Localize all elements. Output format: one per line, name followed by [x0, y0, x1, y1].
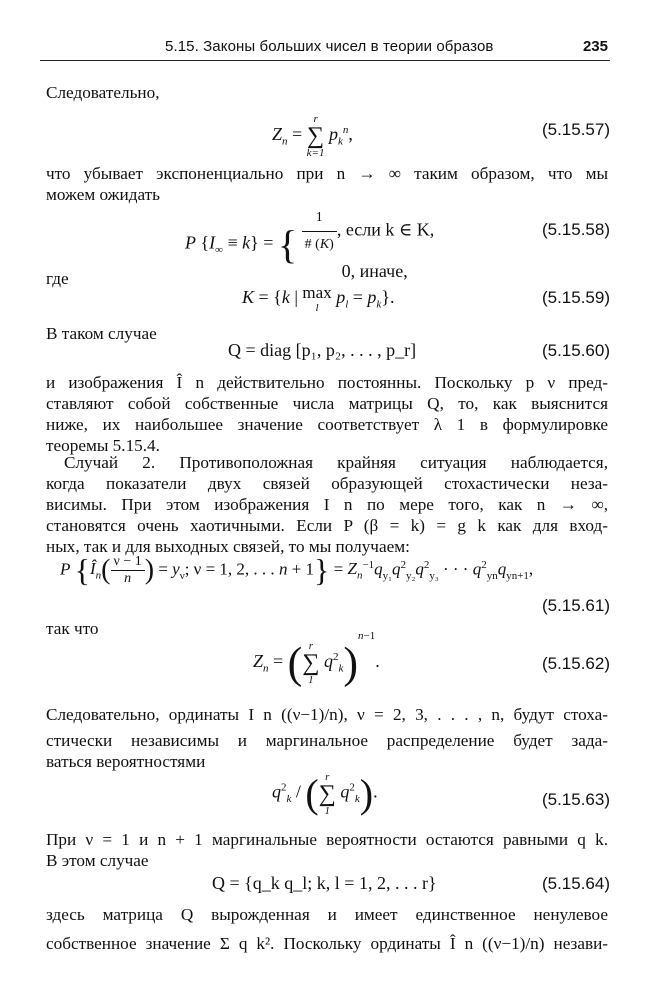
text-line: ниже, их наибольшее значение соответствует λ 1 в формулировке	[46, 415, 608, 434]
page-number: 235	[582, 38, 608, 55]
header-title: 5.15. Законы больших чисел в теории образов	[165, 38, 494, 55]
equation-5-15-61: P {$Î_n$( $\frac{\nu - 1}{n}$ ) = $y_\nu$; ν = 1, 2, . . . $n + 1\} = Z_n^{-1}q_{y_1}q^2_{y_2}q^2_{y_3}$ · · · $q^2_{yn}q_{yn+1}$,	[60, 552, 534, 588]
text-line: что убывает экспоненциально при n → ∞ таким образом, что мы	[46, 164, 608, 183]
text-line: здесь матрица Q вырожденная и имеет единственное ненулевое	[46, 905, 608, 924]
equation-5-15-58: P $\{I_\infty \equiv k\}$ = { $\frac{1}{\# (K)}$ , если k ∈ K, 0, иначе,	[185, 205, 434, 284]
text-line: теоремы 5.15.4.	[46, 436, 160, 455]
equation-number: (5.15.61)	[541, 596, 610, 615]
equation-number: (5.15.57)	[541, 120, 610, 139]
paragraph-6	[46, 452, 608, 557]
text-line: Следовательно,	[46, 83, 160, 102]
text-line: Следовательно, ординаты I n ((ν−1)/n), ν = 2, 3, . . . , n, будут стоха-	[46, 705, 608, 724]
equation-number: (5.15.60)	[541, 341, 610, 360]
text-line: В этом случае	[46, 851, 149, 870]
equation-number: (5.15.64)	[541, 874, 610, 893]
text-line: собственное значение Σ q k². Поскольку ординаты Î n ((ν−1)/n) незави-	[46, 934, 608, 953]
paragraph-10	[46, 904, 608, 954]
equation-5-15-63: $q^2_k$ / ( r ∑ 1 $q^2_k$).	[272, 770, 378, 817]
text-line: и изображения Î n действительно постоянны. Поскольку p ν пред-	[46, 373, 608, 392]
running-header	[40, 38, 610, 61]
text-line: можем ожидать	[46, 185, 161, 204]
equation-number: (5.15.63)	[541, 790, 610, 809]
text-line: ваться вероятностями	[46, 752, 206, 771]
equation-5-15-62: $Z_n$ = ( r ∑ 1 $q^2_k)^{n-1}$.	[253, 630, 380, 688]
text-line: В таком случае	[46, 324, 157, 343]
equation-5-15-59: K = {k | max l $p_l = p_k$}.	[242, 283, 395, 314]
equation-number: (5.15.62)	[541, 654, 610, 673]
equation-number: (5.15.58)	[541, 220, 610, 239]
paragraph-2	[46, 163, 608, 205]
equation-5-15-60: Q = diag [p₁, p₂, . . . , p_r]	[228, 340, 417, 360]
case-else: 0, иначе,	[341, 261, 408, 281]
equation-5-15-64: Q = {q_k q_l; k, l = 1, 2, . . . r}	[212, 873, 437, 893]
text-line: висимы. При этом изображения I n по мере того, как n → ∞,	[46, 495, 608, 514]
text-line: когда показатели двух связей образующей стохастически неза-	[46, 474, 608, 493]
text-line: Случай 2. Противоположная крайняя ситуация наблюдается,	[64, 453, 608, 472]
paragraph-1	[46, 82, 608, 103]
text-line: ставляют собой собственные числа матрицы Q, то, как выяснится	[46, 394, 608, 413]
text-line: где	[46, 269, 69, 288]
equation-5-15-57: $Z_n$ = r ∑ k=1 $p_k^n$,	[272, 113, 353, 159]
text-line: ных, так и для выходных связей, то мы получаем:	[46, 537, 410, 556]
paragraph-9	[46, 829, 608, 871]
equation-number: (5.15.59)	[541, 288, 610, 307]
case-if: , если k ∈ K,	[336, 219, 435, 240]
text-line: При ν = 1 и n + 1 маргинальные вероятности остаются равными q k.	[46, 830, 608, 849]
text-line: стически независимы и маргинальное распределение будет зада-	[46, 731, 608, 750]
paragraph-8	[46, 704, 608, 772]
text-line: так что	[46, 619, 99, 638]
paragraph-5	[46, 372, 608, 456]
text-line: становятся очень хаотичными. Если P (β = k) = g k как для вход-	[46, 516, 608, 535]
